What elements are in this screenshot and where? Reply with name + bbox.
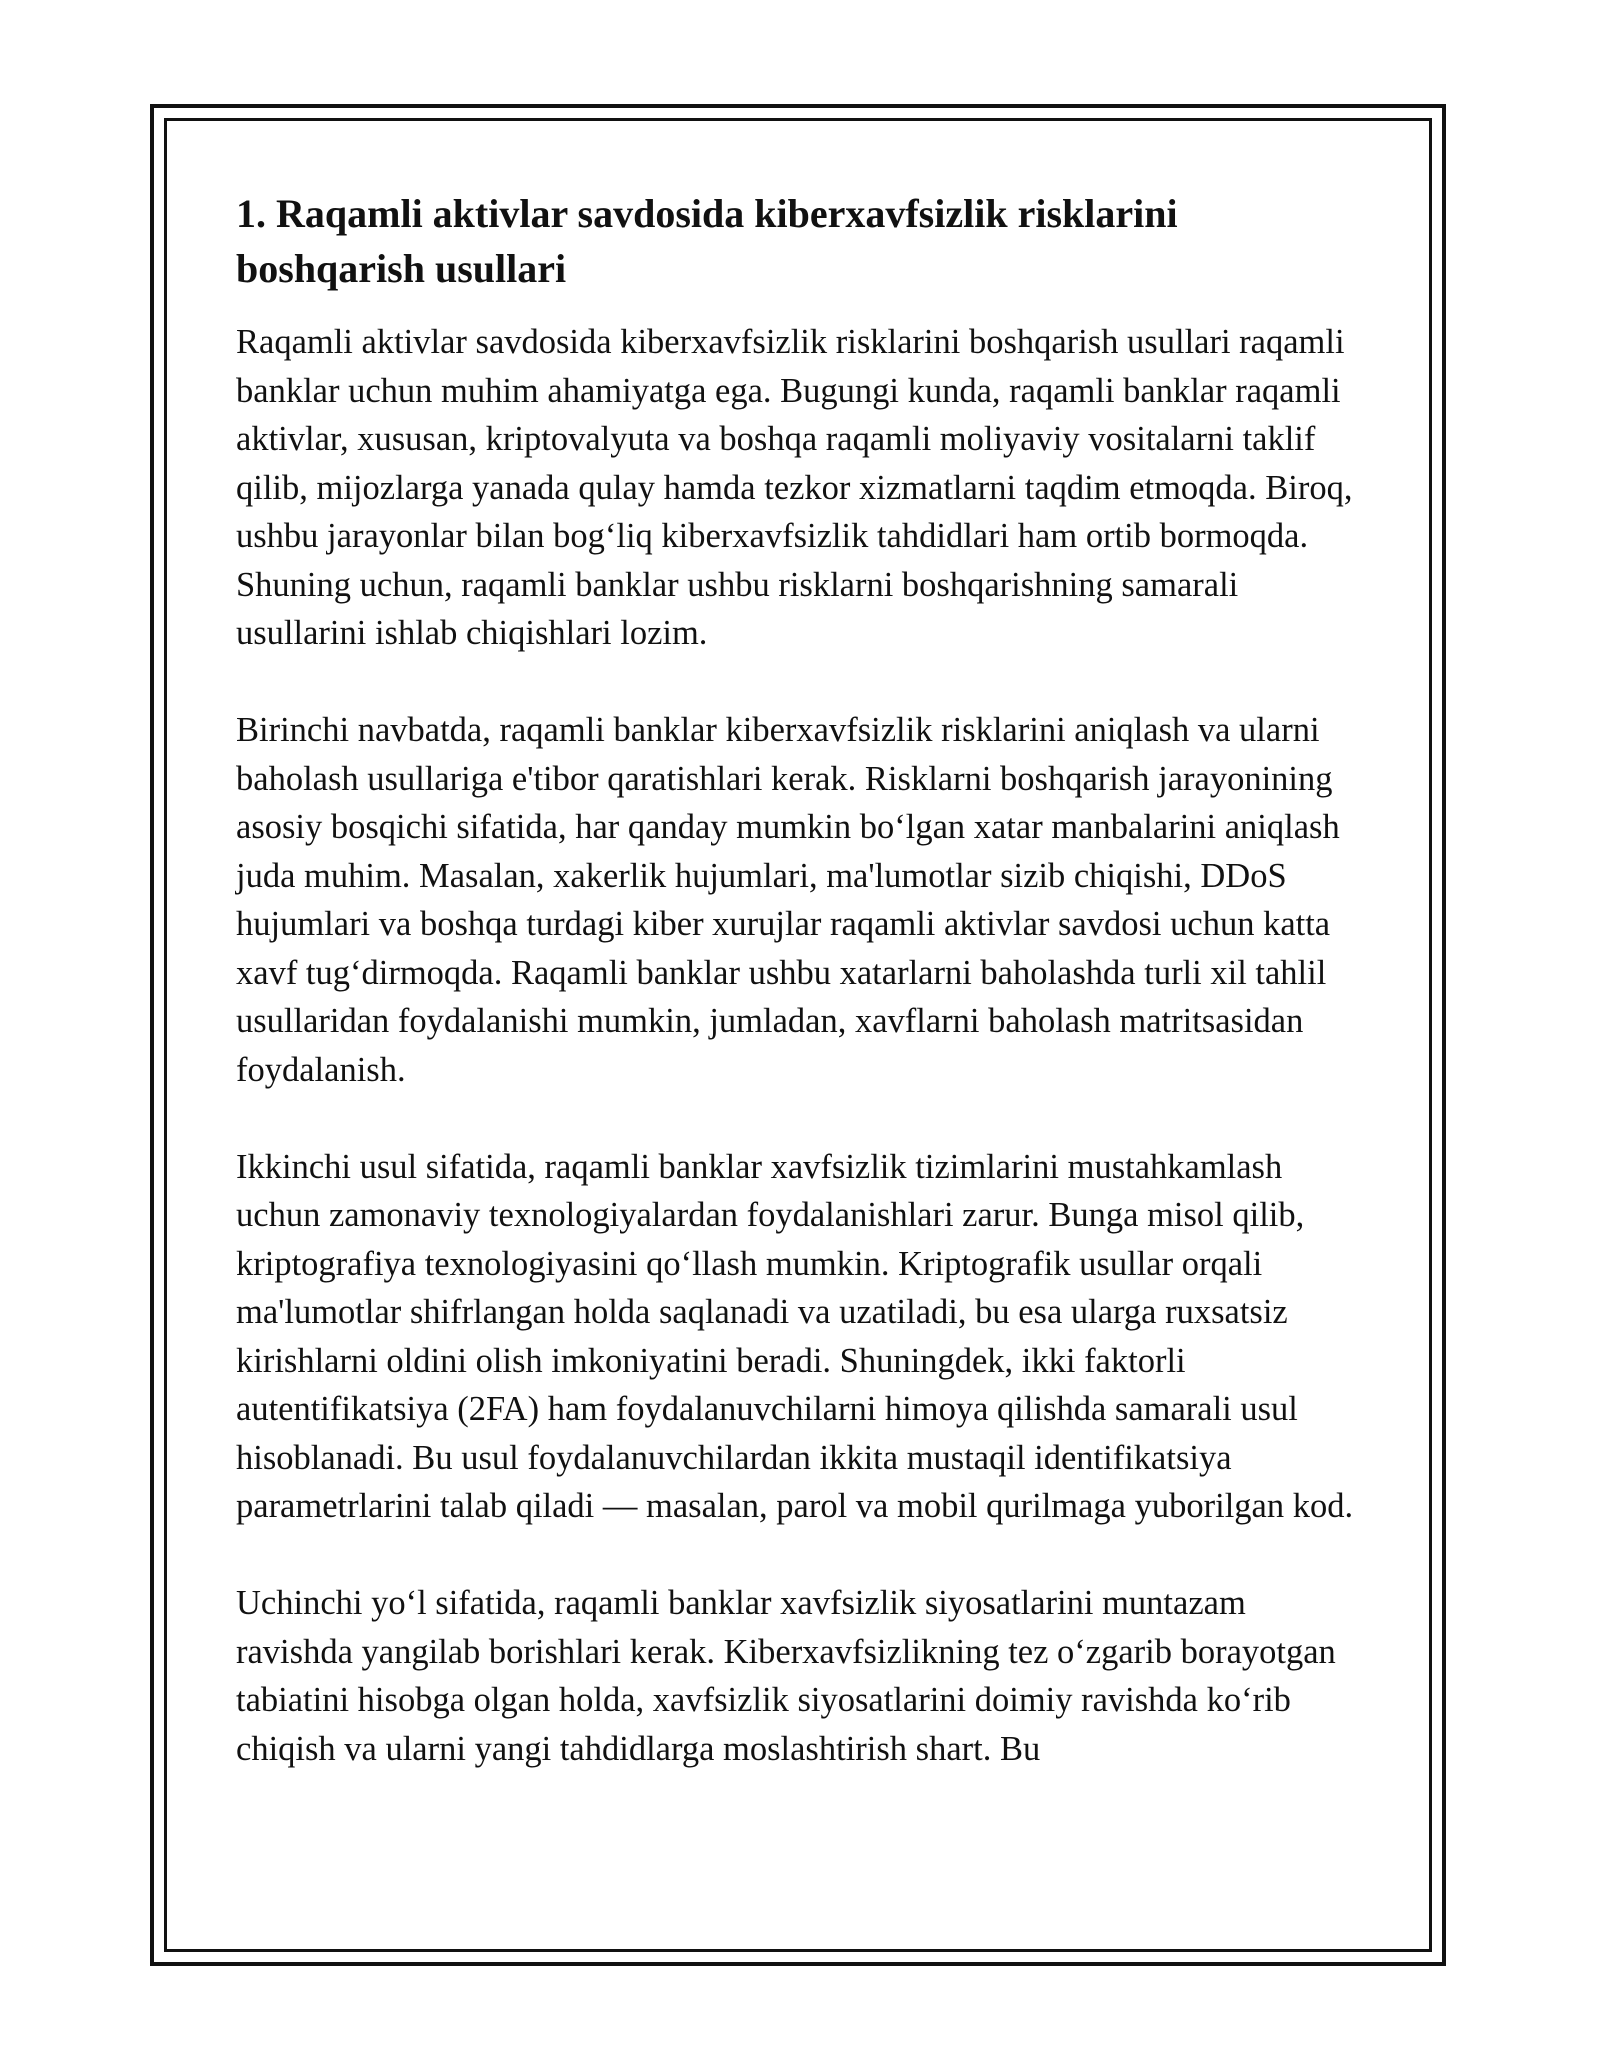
paragraph-first-method: Birinchi navbatda, raqamli banklar kiberxavfsizlik risklarini aniqlash va ularni baholash usullariga e'tibor qaratishlari kerak. Risklarni boshqarish jarayonining asosiy bosqichi sifatida, har qanday mumkin bo‘lgan xatar manbalarini aniqlash juda muhim. Masalan, xakerlik hujumlari, ma'lumotlar sizib chiqishi, DDoS hujumlari va boshqa turdagi kiber xurujlar raqamli aktivlar savdosi uchun katta xavf tug‘dirmoqda. Raqamli banklar ushbu xatarlarni baholashda turli xil tahlil usullaridan foydalanishi mumkin, jumladan, xavflarni baholash matritsasidan foydalanish. (236, 711, 1340, 1089)
document-body (236, 186, 1366, 1773)
paragraph-intro: Raqamli aktivlar savdosida kiberxavfsizlik risklarini boshqarish usullari raqamli banklar uchun muhim ahamiyatga ega. Bugungi kunda, raqamli banklar raqamli aktivlar, xususan, kriptovalyuta va boshqa raqamli moliyaviy vositalarni taklif qilib, mijozlarga yanada qulay hamda tezkor xizmatlarni taqdim etmoqda. Biroq, ushbu jarayonlar bilan bog‘liq kiberxavfsizlik tahdidlari ham ortib bormoqda. Shuning uchun, raqamli banklar ushbu risklarni boshqarishning samarali usullarini ishlab chiqishlari lozim. (236, 323, 1353, 652)
paragraph-third-method: Uchinchi yo‘l sifatida, raqamli banklar xavfsizlik siyosatlarini muntazam ravishda yangilab borishlari kerak. Kiberxavfsizlikning tez o‘zgarib borayotgan tabiatini hisobga olgan holda, xavfsizlik siyosatlarini doimiy ravishda ko‘rib chiqish va ularni yangi tahdidlarga moslashtirish shart. Bu (236, 1584, 1336, 1768)
section-heading: 1. Raqamli aktivlar savdosida kiberxavfsizlik risklarini boshqarish usullari (236, 191, 1178, 291)
paragraph-second-method: Ikkinchi usul sifatida, raqamli banklar xavfsizlik tizimlarini mustahkamlash uchun zamonaviy texnologiyalardan foydalanishlari zarur. Bunga misol qilib, kriptografiya texnologiyasini qo‘llash mumkin. Kriptografik usullar orqali ma'lumotlar shifrlangan holda saqlanadi va uzatiladi, bu esa ularga ruxsatsiz kirishlarni oldini olish imkoniyatini beradi. Shuningdek, ikki faktorli autentifikatsiya (2FA) ham foydalanuvchilarni himoya qilishda samarali usul hisoblanadi. Bu usul foydalanuvchilardan ikkita mustaqil identifikatsiya parametrlarini talab qiladi — masalan, parol va mobil qurilmaga yuborilgan kod. (236, 1147, 1354, 1525)
